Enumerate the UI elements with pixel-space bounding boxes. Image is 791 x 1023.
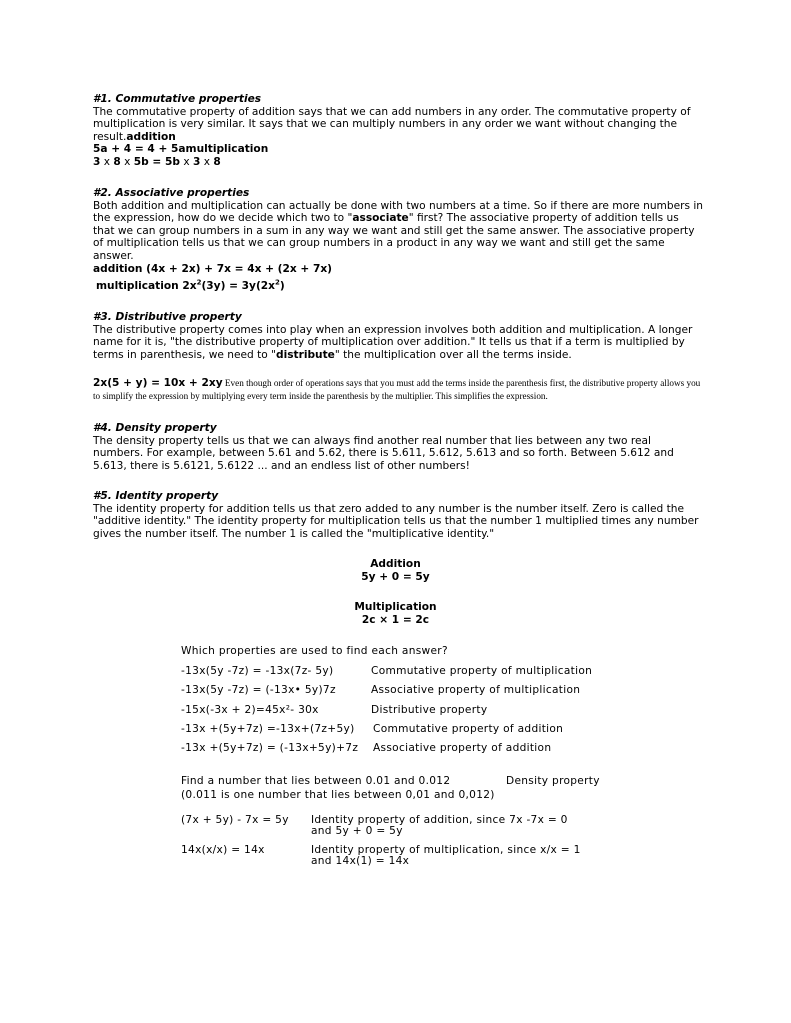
quiz-expression: -13x +(5y+7z) = (-13x+5y)+7z: [181, 742, 359, 754]
quiz-title: Which properties are used to find each answer?: [181, 645, 448, 657]
section-heading: #2. Associative properties: [93, 187, 250, 199]
section-heading: #5. Identity property: [93, 490, 219, 502]
identity-multiplication-answer: Identity property of multiplication, since x/x = 1: [311, 844, 581, 856]
quiz-expression: -13x(5y -7z) = (-13x• 5y)7z: [181, 684, 336, 696]
distributive-example: 2x(5 + y) = 10x + 2xy Even though order of operations says that you must add the terms inside the parenthesis first, the distributive property allows you to simplify the expression by multiplying every term inside the parenthesis by the multiplier. This simplifies the expression.: [93, 377, 701, 401]
section-heading: #3. Distributive property: [93, 311, 242, 323]
section-body: The density property tells us that we can always find another real number that lies between any two real numbers. For example, between 5.61 and 5.62, there is 5.611, 5.612, 5.613 and so forth. Between 5.612 and 5.613, there is 5.6121, 5.6122 ... and an endless list of other numbers!: [93, 434, 674, 472]
quiz-answer: Commutative property of multiplication: [371, 665, 593, 677]
section-body: Both addition and multiplication can actually be done with two numbers at a time. So if there are more numbers in the expression, how do we decide which two to "associate" first? The associative property of addition tells us that we can group numbers in a sum in any way we want and still get the same answer. The associative property of multiplication tells us that we can group numbers in a product in any way we want and still get the same answer.: [93, 199, 703, 262]
example-addition: addition (4x + 2x) + 7x = 4x + (2x + 7x): [93, 262, 333, 275]
identity-addition-label: Addition: [370, 558, 421, 570]
section-identity: [93, 490, 703, 540]
section-commutative: [93, 93, 703, 169]
identity-multiplication-expression: 14x(x/x) = 14x: [181, 844, 265, 856]
identity-multiplication-example: 2c × 1 = 2c: [361, 614, 430, 626]
section-heading: #1. Commutative properties: [93, 93, 262, 105]
quiz-answer: Commutative property of addition: [373, 723, 564, 735]
section-distributive: [93, 311, 703, 361]
quiz-expression: -13x +(5y+7z) =-13x+(7z+5y): [181, 723, 355, 735]
section-body: The commutative property of addition says that we can add numbers in any order. The commutative property of multiplication is very similar. It says that we can multiply numbers in any order we want without changing the result.addition: [93, 105, 691, 143]
quiz-answer: Associative property of multiplication: [371, 684, 581, 696]
section-body: The identity property for addition tells us that zero added to any number is the number itself. Zero is called the "additive identity." The identity property for multiplication tells us that the number 1 multiplied times any number gives the number itself. The number 1 is called the "multiplicative identity.": [93, 502, 699, 540]
quiz-expression: -15x(-3x + 2)=45x²- 30x: [181, 704, 319, 716]
identity-addition-answer: Identity property of addition, since 7x -7x = 0: [311, 814, 568, 826]
identity-addition-expression: (7x + 5y) - 7x = 5y: [181, 814, 289, 826]
identity-multiplication-answer-2: and 14x(1) = 14x: [311, 855, 410, 867]
example-addition: 5a + 4 = 4 + 5amultiplication: [93, 143, 269, 156]
density-answer: Density property: [506, 775, 600, 787]
section-heading: #4. Density property: [93, 422, 217, 434]
identity-addition-answer-2: and 5y + 0 = 5y: [311, 825, 403, 837]
density-question: Find a number that lies between 0.01 and 0.012: [181, 775, 451, 787]
section-density: [93, 422, 703, 472]
quiz-expression: -13x(5y -7z) = -13x(7z- 5y): [181, 665, 334, 677]
quiz-answer: Distributive property: [371, 704, 488, 716]
identity-multiplication-label: Multiplication: [354, 601, 437, 613]
example-multiplication: multiplication $2x^2(3y) = 3y(2x^2)$: [96, 278, 285, 292]
section-associative: [93, 187, 703, 275]
example-multiplication: 3 x 8 x 5b = 5b x 3 x 8: [93, 155, 221, 168]
identity-addition-example: 5y + 0 = 5y: [361, 571, 430, 583]
density-note: (0.011 is one number that lies between 0,01 and 0,012): [181, 789, 495, 801]
section-body: The distributive property comes into play when an expression involves both addition and multiplication. A longer name for it is, "the distributive property of multiplication over addition." It tells us that if a term is multiplied by terms in parenthesis, we need to "distribute" the multiplication over all the terms inside.: [93, 323, 693, 361]
quiz-answer: Associative property of addition: [373, 742, 552, 754]
